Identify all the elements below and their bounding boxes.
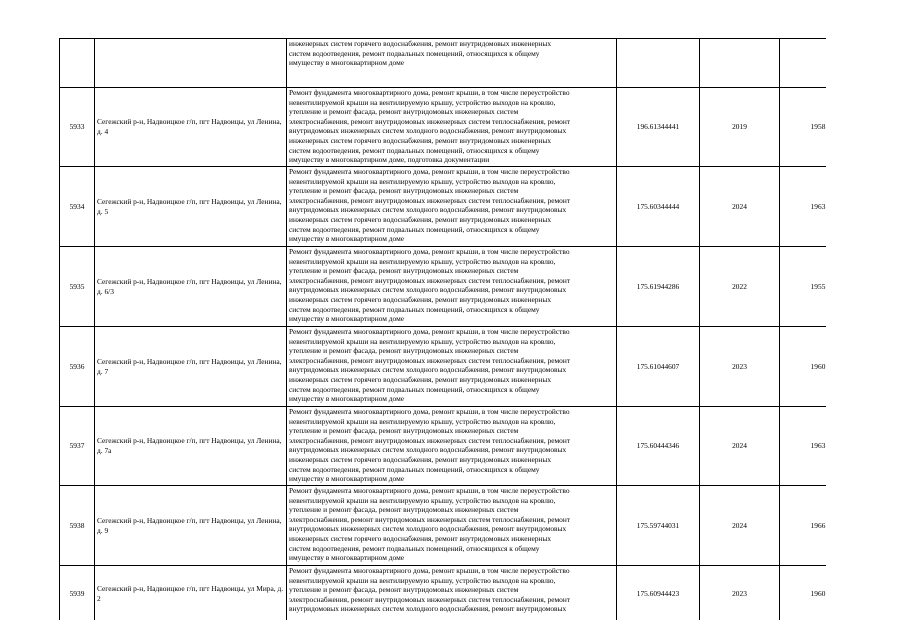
built-year-cell xyxy=(780,39,827,88)
value-cell: 196.61344441 xyxy=(617,88,700,167)
address-cell: Сегежский р-н, Надвоицкое г/п, пгт Надвоицы, ул Ленина, д. 6/3 xyxy=(95,247,287,327)
built-year-cell: 1960 xyxy=(780,327,827,407)
repair-year-cell xyxy=(700,39,780,88)
address-cell: Сегежский р-н, Надвоицкое г/п, пгт Надвоицы, ул Ленина, д. 7 xyxy=(95,327,287,407)
address-cell xyxy=(95,39,287,88)
repair-schedule-table xyxy=(59,38,826,620)
works-cell: Ремонт фундамента многоквартирного дома, ремонт крыши, в том числе переустройство невентилируемой крыши на вентилируемую крышу, устройство выходов на кровлю, утепление и ремонт фасада, ремонт внутридомовых инженерных систем электроснабжения, ремонт внутридомовых инженерных систем теплоснабжения, ремонт внутридомовых инженерных систем холодного водоснабжения, ремонт внутридомовых инженерных систем горячего водоснабжения, ремонт внутридомовых инженерных систем водоотведения, ремонт подвальных помещений, относящихся к общему имуществу в многоквартирном доме xyxy=(287,167,617,247)
repair-year-cell: 2024 xyxy=(700,167,780,247)
works-cell: Ремонт фундамента многоквартирного дома, ремонт крыши, в том числе переустройство невентилируемой крыши на вентилируемую крышу, устройство выходов на кровлю, утепление и ремонт фасада, ремонт внутридомовых инженерных систем электроснабжения, ремонт внутридомовых инженерных систем теплоснабжения, ремонт внутридомовых инженерных систем холодного водоснабжения, ремонт внутридомовых инженерных систем горячего водоснабжения, ремонт внутридомовых инженерных систем водоотведения, ремонт подвальных помещений, относящихся к общему имуществу в многоквартирном доме xyxy=(287,407,617,486)
row-number: 5938 xyxy=(60,486,95,566)
row-number: 5936 xyxy=(60,327,95,407)
document-page xyxy=(59,38,826,620)
address-cell: Сегежский р-н, Надвоицкое г/п, пгт Надвоицы, ул Ленина, д. 5 xyxy=(95,167,287,247)
row-number: 5939 xyxy=(60,566,95,621)
built-year-cell: 1958 xyxy=(780,88,827,167)
value-cell: 175.59744031 xyxy=(617,486,700,566)
table-row xyxy=(60,566,827,621)
table-row xyxy=(60,486,827,566)
address-cell: Сегежский р-н, Надвоицкое г/п, пгт Надвоицы, ул Мира, д. 2 xyxy=(95,566,287,621)
works-cell: Ремонт фундамента многоквартирного дома, ремонт крыши, в том числе переустройство невентилируемой крыши на вентилируемую крышу, устройство выходов на кровлю, утепление и ремонт фасада, ремонт внутридомовых инженерных систем электроснабжения, ремонт внутридомовых инженерных систем теплоснабжения, ремонт внутридомовых инженерных систем холодного водоснабжения, ремонт внутридомовых инженерных систем горячего водоснабжения, ремонт внутридомовых инженерных систем водоотведения, ремонт подвальных помещений, относящихся к общему имуществу в многоквартирном доме xyxy=(287,486,617,566)
row-number: 5937 xyxy=(60,407,95,486)
value-cell: 175.61044607 xyxy=(617,327,700,407)
repair-year-cell: 2023 xyxy=(700,327,780,407)
built-year-cell: 1960 xyxy=(780,566,827,621)
repair-year-cell: 2023 xyxy=(700,566,780,621)
table-row xyxy=(60,327,827,407)
table-row xyxy=(60,39,827,88)
value-cell: 175.60344444 xyxy=(617,167,700,247)
works-cell: Ремонт фундамента многоквартирного дома, ремонт крыши, в том числе переустройство невентилируемой крыши на вентилируемую крышу, устройство выходов на кровлю, утепление и ремонт фасада, ремонт внутридомовых инженерных систем электроснабжения, ремонт внутридомовых инженерных систем теплоснабжения, ремонт внутридомовых инженерных систем холодного водоснабжения, ремонт внутридомовых инженерных систем горячего водоснабжения, ремонт внутридомовых инженерных систем водоотведения, ремонт подвальных помещений, относящихся к общему имуществу в многоквартирном доме xyxy=(287,327,617,407)
row-number: 5933 xyxy=(60,88,95,167)
repair-year-cell: 2022 xyxy=(700,247,780,327)
row-number: 5934 xyxy=(60,167,95,247)
built-year-cell: 1963 xyxy=(780,407,827,486)
repair-year-cell: 2024 xyxy=(700,407,780,486)
works-cell: инженерных систем горячего водоснабжения, ремонт внутридомовых инженерных систем водоотведения, ремонт подвальных помещений, относящихся к общему имуществу в многоквартирном доме xyxy=(287,39,617,88)
repair-year-cell: 2024 xyxy=(700,486,780,566)
works-cell: Ремонт фундамента многоквартирного дома, ремонт крыши, в том числе переустройство невентилируемой крыши на вентилируемую крышу, устройство выходов на кровлю, утепление и ремонт фасада, ремонт внутридомовых инженерных систем электроснабжения, ремонт внутридомовых инженерных систем теплоснабжения, ремонт внутридомовых инженерных систем холодного водоснабжения, ремонт внутридомовых инженерных систем горячего водоснабжения, ремонт внутридомовых инженерных систем водоотведения, ремонт подвальных помещений, относящихся к общему имуществу в многоквартирном доме xyxy=(287,247,617,327)
value-cell: 175.61944286 xyxy=(617,247,700,327)
built-year-cell: 1955 xyxy=(780,247,827,327)
works-cell: Ремонт фундамента многоквартирного дома, ремонт крыши, в том числе переустройство невентилируемой крыши на вентилируемую крышу, устройство выходов на кровлю, утепление и ремонт фасада, ремонт внутридомовых инженерных систем электроснабжения, ремонт внутридомовых инженерных систем теплоснабжения, ремонт внутридомовых инженерных систем холодного водоснабжения, ремонт внутридомовых инженерных систем горячего водоснабжения, ремонт внутридомовых инженерных систем водоотведения, ремонт подвальных помещений, относящихся к общему имуществу в многоквартирном доме, подготовка документации xyxy=(287,88,617,167)
address-cell: Сегежский р-н, Надвоицкое г/п, пгт Надвоицы, ул Ленина, д. 9 xyxy=(95,486,287,566)
value-cell: 175.60444346 xyxy=(617,407,700,486)
table-row xyxy=(60,407,827,486)
address-cell: Сегежский р-н, Надвоицкое г/п, пгт Надвоицы, ул Ленина, д. 7а xyxy=(95,407,287,486)
built-year-cell: 1966 xyxy=(780,486,827,566)
repair-year-cell: 2019 xyxy=(700,88,780,167)
address-cell: Сегежский р-н, Надвоицкое г/п, пгт Надвоицы, ул Ленина, д. 4 xyxy=(95,88,287,167)
table-row xyxy=(60,167,827,247)
value-cell: 175.60944423 xyxy=(617,566,700,621)
row-number xyxy=(60,39,95,88)
table-row xyxy=(60,88,827,167)
value-cell xyxy=(617,39,700,88)
table-row xyxy=(60,247,827,327)
row-number: 5935 xyxy=(60,247,95,327)
works-cell: Ремонт фундамента многоквартирного дома, ремонт крыши, в том числе переустройство невентилируемой крыши на вентилируемую крышу, устройство выходов на кровлю, утепление и ремонт фасада, ремонт внутридомовых инженерных систем электроснабжения, ремонт внутридомовых инженерных систем теплоснабжения, ремонт внутридомовых инженерных систем холодного водоснабжения, ремонт внутридомовых xyxy=(287,566,617,621)
built-year-cell: 1963 xyxy=(780,167,827,247)
